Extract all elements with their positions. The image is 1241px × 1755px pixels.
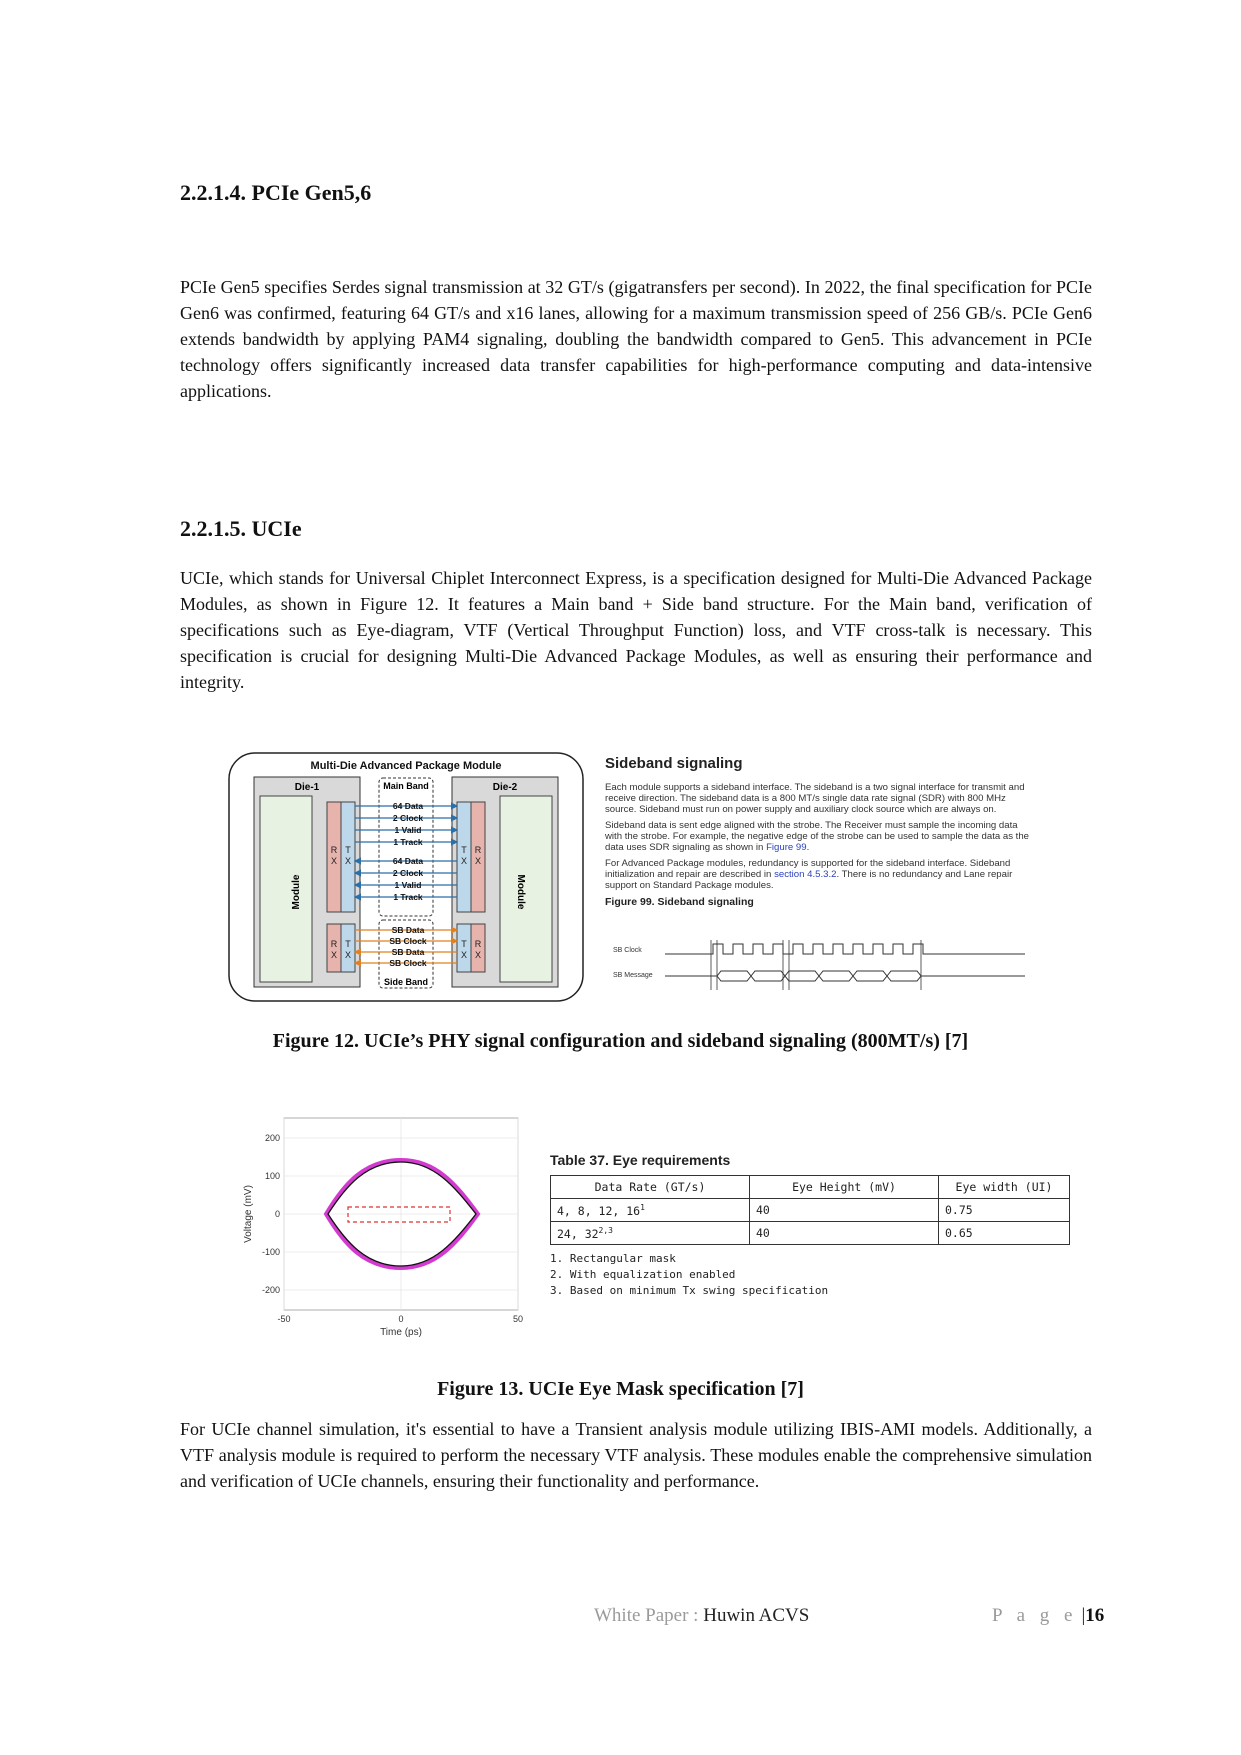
table-cell: 24, 32$^{2,3}$	[551, 1222, 750, 1245]
page-separator: |	[1081, 1605, 1086, 1626]
y-tick-label: 0	[274, 1209, 280, 1219]
eye-diagram-plot	[236, 1108, 526, 1348]
table-header: Data Rate (GT/s)	[551, 1176, 750, 1199]
eye-requirements-panel	[550, 1152, 1070, 1299]
die1-label: Die-1	[294, 782, 320, 793]
paragraph-pcie: PCIe Gen5 specifies Serdes signal transmission at 32 GT/s (gigatransfers per second). In 2022, the final specification for PCIe Gen6 was confirmed, featuring 64 GT/s and x16 lanes, allowing for a maximum transmission speed of 256 GB/s. PCIe Gen6 extends bandwidth by applying PAM4 signaling, doubling the bandwidth compared to Gen5. This advancement in PCIe technology offers significantly increased data transfer capabilities for high-performance computing and data-intensive applications.	[180, 277, 1092, 401]
svg-text:T: T	[345, 845, 351, 855]
sb-message-label: SB Message	[613, 972, 653, 979]
svg-text:X: X	[474, 950, 482, 960]
figure-99-link[interactable]: Figure 99	[766, 842, 807, 853]
paragraph-closing: For UCIe channel simulation, it's essential to have a Transient analysis module utilizing IBIS-AMI models. Additionally, a VTF analysis module is required to perform the necessary VTF analysis. These modules enable the comprehensive simulation and verification of UCIe channels, ensuring their functionality and performance.	[180, 1419, 1092, 1491]
page-word: P a g e	[992, 1605, 1078, 1626]
table-cell: 0.65	[939, 1222, 1070, 1245]
table-cell: 4, 8, 12, $16^1$	[551, 1199, 750, 1222]
sideband-paragraph: For Advanced Package modules, redundancy is supported for the sideband interface. Sideband initialization and repair are described in section 4.5.3.2. There is no redundancy and Lane repair support on Standard Package modules.	[605, 858, 1013, 891]
svg-text:X: X	[344, 950, 352, 960]
paragraph-ucie: UCIe, which stands for Universal Chiplet Interconnect Express, is a specification designed for Multi-Die Advanced Package Modules, as shown in Figure 12. It features a Main band + Side band structure. For the Main band, verification of specifications such as Eye-diagram, VTF (Vertical Throughput Function) loss, and VTF cross-talk is necessary. This specification is crucial for designing Multi-Die Advanced Package Modules, as well as ensuring their performance and integrity.	[180, 568, 1092, 692]
svg-text:X: X	[474, 856, 482, 866]
y-axis-label: Voltage (mV)	[243, 1185, 254, 1243]
svg-text:X: X	[460, 856, 468, 866]
die2-module-label: Module	[515, 874, 526, 910]
svg-text:T: T	[461, 939, 467, 949]
main-signal-label: 1 Track	[393, 892, 423, 902]
svg-text:R: R	[474, 939, 482, 949]
footer-page	[992, 1605, 1104, 1627]
main-signal-label: 2 Clock	[392, 868, 424, 878]
svg-text:X: X	[330, 856, 338, 866]
die1-module-label: Module	[291, 874, 302, 910]
footer-brand: Huwin ACVS	[703, 1605, 810, 1626]
footer-left	[594, 1605, 809, 1627]
svg-text:R: R	[474, 845, 482, 855]
main-signal-label: 1 Track	[393, 837, 423, 847]
svg-text:T: T	[461, 845, 467, 855]
svg-text:R: R	[330, 939, 338, 949]
section-heading-pcie: 2.2.1.4. PCIe Gen5,6	[180, 180, 372, 205]
table-row	[551, 1199, 1070, 1222]
main-signal-label: 64 Data	[392, 856, 424, 866]
table-note: 3. Based on minimum Tx swing specification	[550, 1284, 829, 1297]
sb-clock-label: SB Clock	[613, 947, 642, 954]
sideband-paragraph: Each module supports a sideband interface. The sideband is a two signal interface for transmit and receive direction. The sideband data is a 800 MT/s single data rate signal (SDR) with 800 MHz source. Sideband must run on power supply and auxiliary clock source which are always on.	[605, 782, 1025, 815]
sb-signal-label: SB Data	[391, 925, 425, 935]
y-tick-label: 100	[264, 1171, 280, 1181]
main-signal-label: 1 Valid	[394, 880, 422, 890]
footer-label: White Paper :	[594, 1605, 704, 1626]
table-cell: 0.75	[939, 1199, 1070, 1222]
svg-text:X: X	[330, 950, 338, 960]
svg-text:X: X	[344, 856, 352, 866]
table-header: Eye Height (mV)	[750, 1176, 939, 1199]
x-tick-label: 50	[512, 1314, 524, 1324]
sb-signal-label: SB Data	[391, 947, 425, 957]
page-number: 16	[1085, 1605, 1105, 1626]
sideband-paragraph: Sideband data is sent edge aligned with the strobe. The Receiver must sample the incoming data with the strobe. For example, the negative edge of the strobe can be used to sample the data as the data uses SDR signaling as shown in Figure 99.	[605, 820, 1029, 853]
main-band-label: Main Band	[383, 781, 429, 791]
die2-label: Die-2	[492, 782, 518, 793]
eye-requirements-table	[550, 1175, 1070, 1245]
sideband-timing-diagram	[605, 940, 1025, 996]
figure-99-label: Figure 99. Sideband signaling	[605, 896, 754, 908]
svg-text:T: T	[345, 939, 351, 949]
side-band-label: Side Band	[383, 977, 429, 987]
table-cell: 40	[750, 1199, 939, 1222]
svg-text:X: X	[460, 950, 468, 960]
multi-die-package-diagram	[228, 752, 584, 1002]
table-title: Table 37. Eye requirements	[550, 1152, 731, 1168]
sb-signal-label: SB Clock	[389, 958, 427, 968]
y-tick-label: -200	[261, 1285, 280, 1295]
table-header: Eye width (UI)	[939, 1176, 1070, 1199]
svg-text:R: R	[330, 845, 338, 855]
sideband-title: Sideband signaling	[605, 755, 743, 772]
table-cell: 40	[750, 1222, 939, 1245]
y-tick-label: 200	[264, 1133, 280, 1143]
x-tick-label: 0	[398, 1314, 404, 1324]
y-tick-label: -100	[261, 1247, 280, 1257]
main-signal-label: 2 Clock	[392, 813, 424, 823]
x-tick-label: -50	[277, 1314, 291, 1324]
main-signal-label: 64 Data	[392, 801, 424, 811]
section-heading-ucie: 2.2.1.5. UCIe	[180, 516, 302, 541]
table-row	[551, 1222, 1070, 1245]
figure-13-caption: Figure 13. UCIe Eye Mask specification [7]	[437, 1378, 804, 1400]
sideband-signaling-panel	[605, 755, 1035, 908]
section-link[interactable]: section 4.5.3.2	[774, 869, 837, 880]
figure-12-caption: Figure 12. UCIe’s PHY signal configuration and sideband signaling (800MT/s) [7]	[272, 1030, 969, 1052]
table-note: 2. With equalization enabled	[550, 1268, 736, 1281]
x-axis-label: Time (ps)	[380, 1327, 422, 1338]
table-note: 1. Rectangular mask	[550, 1252, 676, 1265]
sb-signal-label: SB Clock	[389, 936, 427, 946]
diagram-title: Multi-Die Advanced Package Module	[310, 760, 502, 772]
main-signal-label: 1 Valid	[394, 825, 422, 835]
table-notes	[550, 1251, 1070, 1299]
